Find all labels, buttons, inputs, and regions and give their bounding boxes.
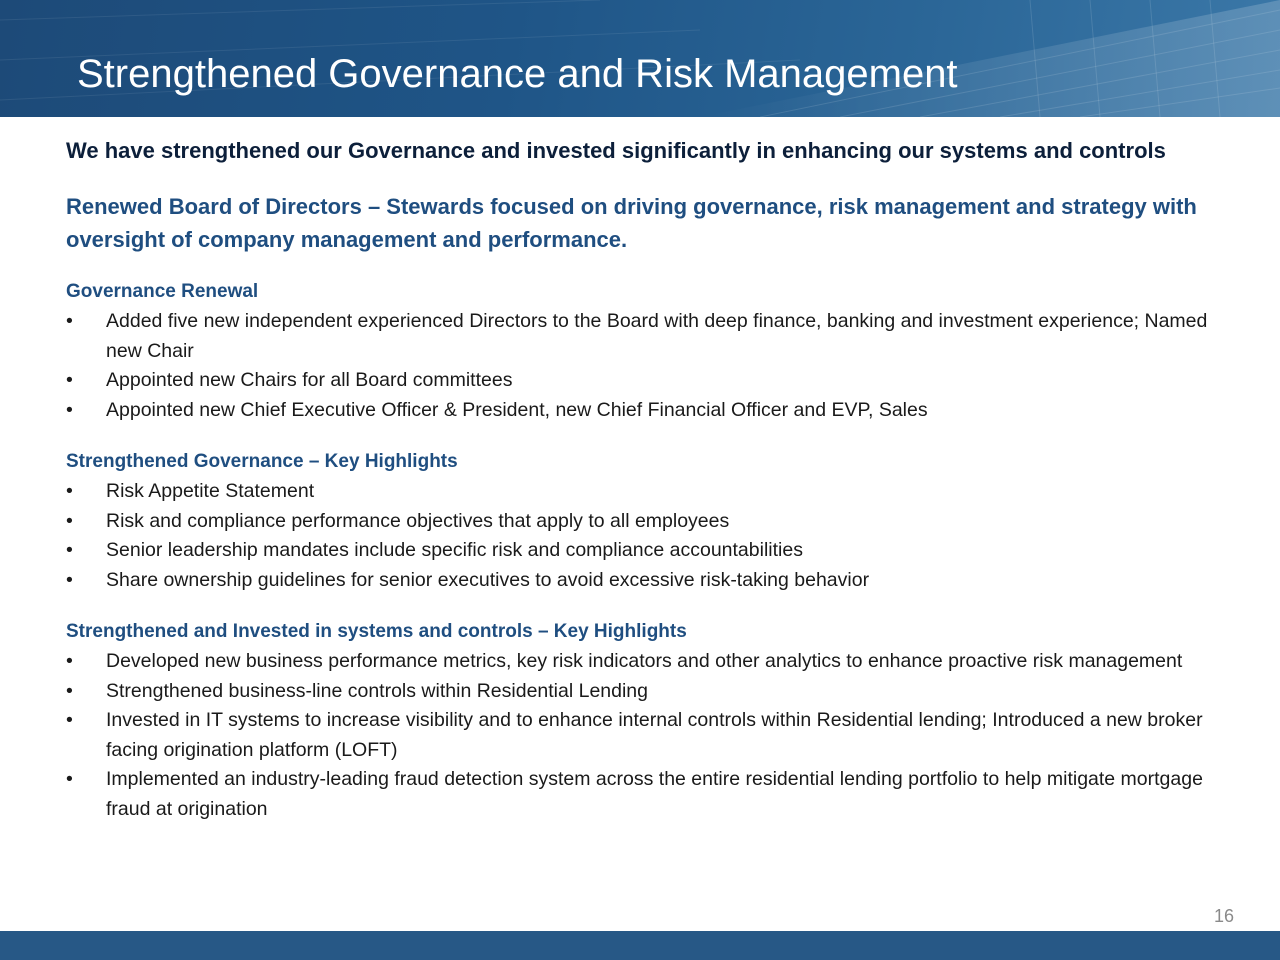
page-number: 16 bbox=[1213, 906, 1234, 926]
list-item-text: Risk Appetite Statement bbox=[106, 480, 315, 502]
list-item-text: Appointed new Chief Executive Officer & President, new Chief Financial Officer and EVP, Sales bbox=[106, 398, 928, 421]
bullet-icon: • bbox=[66, 709, 73, 731]
list-item-text: Invested in IT systems to increase visibility and to enhance internal controls within Residential lending; Introduced a new broker facing origination platform (LOFT) bbox=[106, 709, 1203, 761]
list-item-text: Share ownership guidelines for senior executives to avoid excessive risk-taking behavior bbox=[106, 568, 870, 591]
bullet-icon: • bbox=[66, 480, 73, 502]
list-item bbox=[66, 366, 1241, 396]
section-heading: Strengthened Governance – Key Highlights bbox=[66, 451, 458, 472]
slide-content bbox=[66, 134, 1241, 824]
list-item-text: Senior leadership mandates include specific risk and compliance accountabilities bbox=[106, 539, 803, 561]
list-item bbox=[66, 477, 1241, 507]
list-item bbox=[66, 307, 1241, 366]
board-statement: Renewed Board of Directors – Stewards focused on driving governance, risk management and strategy with oversight of company management and performance. bbox=[66, 194, 1197, 252]
bullet-icon: • bbox=[66, 679, 73, 702]
list-item bbox=[66, 536, 1241, 566]
header-banner bbox=[0, 0, 1280, 117]
list-item bbox=[66, 396, 1241, 426]
bullet-icon: • bbox=[66, 310, 73, 332]
bullet-icon: • bbox=[66, 509, 73, 532]
list-item-text: Appointed new Chairs for all Board committees bbox=[106, 369, 513, 391]
bullet-list bbox=[66, 477, 1241, 595]
slide-title: Strengthened Governance and Risk Management bbox=[77, 52, 958, 96]
bullet-icon: • bbox=[66, 568, 73, 591]
list-item bbox=[66, 706, 1241, 765]
list-item bbox=[66, 677, 1241, 707]
bullet-list bbox=[66, 647, 1241, 824]
section-heading: Strengthened and Invested in systems and controls – Key Highlights bbox=[66, 621, 687, 642]
bullet-list bbox=[66, 307, 1241, 425]
section-governance-highlights bbox=[66, 447, 1241, 595]
section-governance-renewal bbox=[66, 277, 1241, 425]
footer-bar bbox=[0, 931, 1280, 960]
section-systems-controls bbox=[66, 617, 1241, 824]
list-item-text: Risk and compliance performance objectives that apply to all employees bbox=[106, 509, 730, 532]
list-item-text: Developed new business performance metrics, key risk indicators and other analytics to enhance proactive risk management bbox=[106, 650, 1183, 672]
list-item bbox=[66, 507, 1241, 537]
bullet-icon: • bbox=[66, 398, 73, 421]
list-item-text: Strengthened business-line controls within Residential Lending bbox=[106, 679, 649, 702]
list-item bbox=[66, 765, 1241, 824]
intro-statement: We have strengthened our Governance and invested significantly in enhancing our systems and controls bbox=[66, 138, 1166, 163]
bullet-icon: • bbox=[66, 650, 73, 672]
section-heading: Governance Renewal bbox=[66, 281, 259, 302]
list-item bbox=[66, 647, 1241, 677]
bullet-icon: • bbox=[66, 369, 73, 391]
bullet-icon: • bbox=[66, 768, 73, 790]
list-item bbox=[66, 566, 1241, 596]
list-item-text: Implemented an industry-leading fraud detection system across the entire residential lending portfolio to help mitigate mortgage fraud at origination bbox=[106, 768, 1203, 820]
list-item-text: Added five new independent experienced Directors to the Board with deep finance, banking and investment experience; Named new Chair bbox=[106, 310, 1208, 362]
bullet-icon: • bbox=[66, 539, 73, 561]
